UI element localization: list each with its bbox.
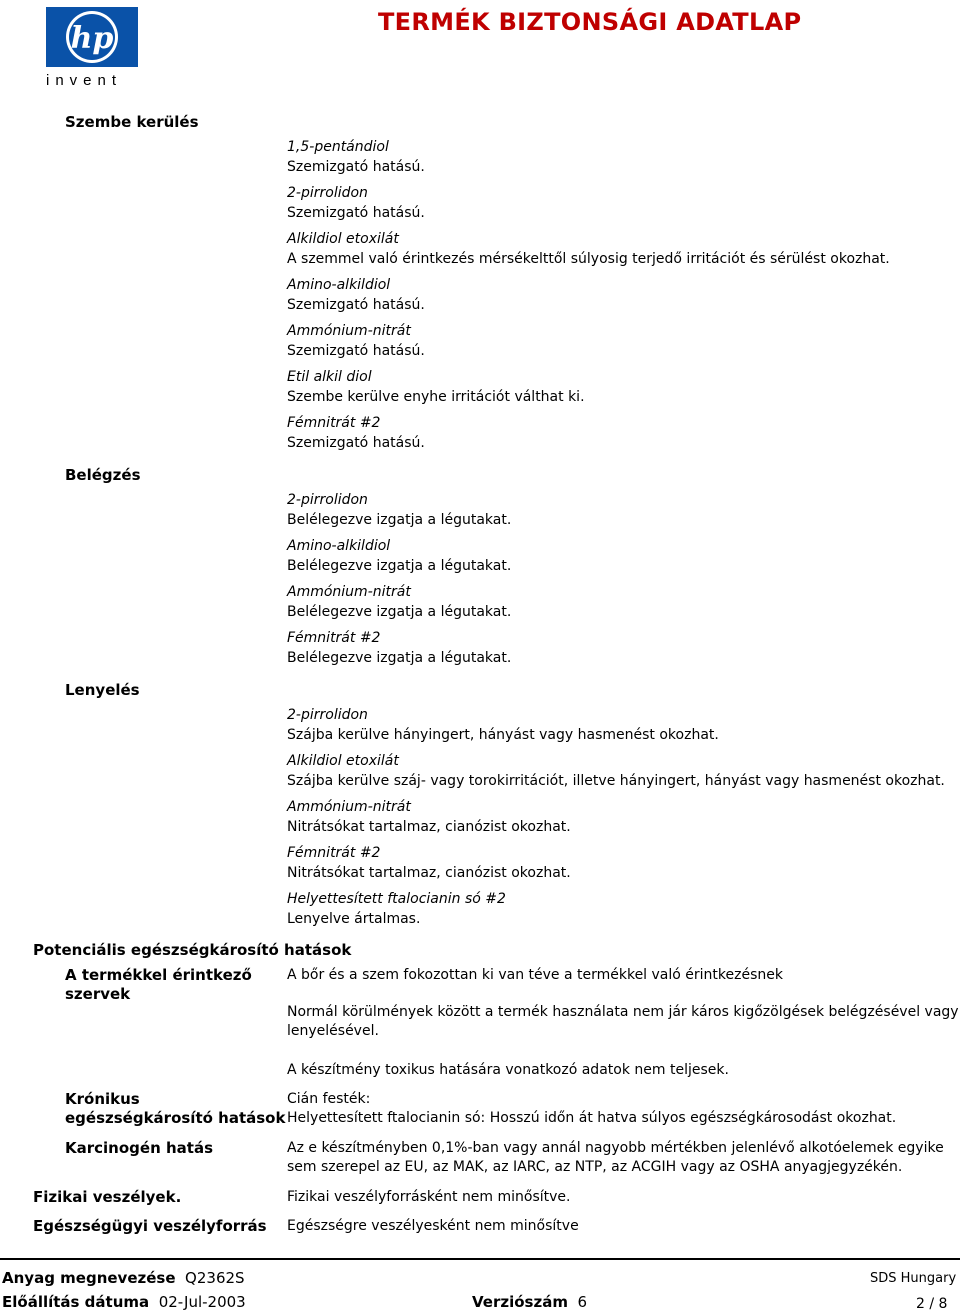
page-total: 8 [938, 1296, 948, 1312]
substance-name: Ammónium-nitrát [287, 323, 411, 339]
physical-hazards-text: Fizikai veszélyforrásként nem minősítve. [287, 1189, 571, 1205]
footer-divider [0, 1258, 960, 1260]
organs-text-2b: lenyelésével. [287, 1023, 379, 1039]
logo-tagline: invent [46, 72, 123, 89]
health-hazards-label: Egészségügyi veszélyforrás [33, 1217, 267, 1235]
substance-effect: Szembe kerülve enyhe irritációt válthat ki. [287, 389, 585, 405]
substance-name: Fémnitrát #2 [287, 845, 381, 861]
section-heading: Potenciális egészségkárosító hatások [33, 941, 352, 959]
substance-name: Etil alkil diol [287, 369, 372, 385]
substance-effect: Belélegezve izgatja a légutakat. [287, 604, 512, 620]
organs-text-1: A bőr és a szem fokozottan ki van téve a termékkel való érintkezésnek [287, 967, 783, 983]
substance-effect: Szemizgató hatású. [287, 297, 425, 313]
substance-effect: Szájba kerülve hányingert, hányást vagy hasmenést okozhat. [287, 727, 719, 743]
substance-name: 2-pirrolidon [287, 492, 368, 508]
physical-hazards-label: Fizikai veszélyek. [33, 1188, 182, 1206]
inhalation-label: Belégzés [65, 466, 141, 484]
material-value: Q2362S [185, 1269, 245, 1287]
health-hazards-text: Egészségre veszélyesként nem minősítve [287, 1218, 579, 1234]
substance-name: Alkildiol etoxilát [287, 753, 399, 769]
page-number [916, 1294, 947, 1314]
eye-contact-list [287, 137, 957, 453]
substance-name: Amino-alkildiol [287, 277, 391, 293]
page-current: 2 [916, 1296, 925, 1312]
substance-name: Helyettesített ftalocianin só #2 [287, 891, 506, 907]
footer-date [2, 1292, 246, 1312]
substance-effect: Belélegezve izgatja a légutakat. [287, 512, 512, 528]
chronic-text-1: Cián festék: [287, 1091, 371, 1107]
hp-logo-icon [44, 5, 140, 89]
carcinogen-text-1: Az e készítményben 0,1%-ban vagy annál nagyobb mértékben jelenlévő alkotóelemek egyike [287, 1140, 944, 1156]
svg-text:hp: hp [70, 21, 114, 56]
substance-name: Fémnitrát #2 [287, 630, 381, 646]
substance-effect: A szemmel való érintkezés mérsékelttől súlyosig terjedő irritációt és sérülést okozhat. [287, 251, 890, 267]
substance-name: Fémnitrát #2 [287, 415, 381, 431]
substance-name: Amino-alkildiol [287, 538, 391, 554]
footer-version [472, 1292, 587, 1312]
inhalation-list [287, 490, 957, 668]
carcinogen-label: Karcinogén hatás [65, 1139, 213, 1157]
date-value: 02-Jul-2003 [158, 1293, 246, 1311]
organs-text-2a: Normál körülmények között a termék használata nem jár káros kigőzölgések belégzésével vagy [287, 1004, 959, 1020]
substance-name: Ammónium-nitrát [287, 584, 411, 600]
substance-name: Ammónium-nitrát [287, 799, 411, 815]
substance-effect: Nitrátsókat tartalmaz, cianózist okozhat. [287, 865, 571, 881]
ingestion-label: Lenyelés [65, 681, 140, 699]
hp-logo [44, 5, 140, 89]
substance-effect: Szemizgató hatású. [287, 159, 425, 175]
organs-label-line1: A termékkel érintkező [65, 966, 252, 984]
sds-label: SDS Hungary [870, 1271, 957, 1286]
substance-name: 2-pirrolidon [287, 707, 368, 723]
organs-text-3: A készítmény toxikus hatására vonatkozó adatok nem teljesek. [287, 1062, 729, 1078]
substance-effect: Belélegezve izgatja a légutakat. [287, 650, 512, 666]
material-label: Anyag megnevezése [2, 1269, 176, 1287]
substance-name: 1,5-pentándiol [287, 139, 389, 155]
page-separator: / [929, 1296, 935, 1312]
substance-effect: Szemizgató hatású. [287, 205, 425, 221]
substance-effect: Szemizgató hatású. [287, 435, 425, 451]
chronic-label-line1: Krónikus [65, 1090, 140, 1108]
substance-effect: Lenyelve ártalmas. [287, 911, 421, 927]
document-title: TERMÉK BIZTONSÁGI ADATLAP [378, 8, 802, 36]
ingestion-list [287, 705, 957, 929]
substance-name: 2-pirrolidon [287, 185, 368, 201]
substance-name: Alkildiol etoxilát [287, 231, 399, 247]
chronic-text-2: Helyettesített ftalocianin só: Hosszú időn át hatva súlyos egészségkárosodást okozhat. [287, 1110, 897, 1126]
version-label: Verziószám [472, 1293, 568, 1311]
substance-effect: Belélegezve izgatja a légutakat. [287, 558, 512, 574]
substance-effect: Szemizgató hatású. [287, 343, 425, 359]
organs-label-line2: szervek [65, 985, 131, 1003]
carcinogen-text-2: sem szerepel az EU, az MAK, az IARC, az NTP, az ACGIH vagy az OSHA anyagjegyzékén. [287, 1159, 903, 1175]
substance-effect: Szájba kerülve száj- vagy torokirritációt, illetve hányingert, hányást vagy hasmenést okozhat. [287, 773, 945, 789]
version-value: 6 [577, 1293, 588, 1311]
date-label: Előállítás dátuma [2, 1293, 150, 1311]
chronic-label-line2: egészségkárosító hatások [65, 1109, 286, 1127]
eye-contact-label: Szembe kerülés [65, 113, 199, 131]
substance-effect: Nitrátsókat tartalmaz, cianózist okozhat. [287, 819, 571, 835]
footer-material [2, 1268, 245, 1288]
